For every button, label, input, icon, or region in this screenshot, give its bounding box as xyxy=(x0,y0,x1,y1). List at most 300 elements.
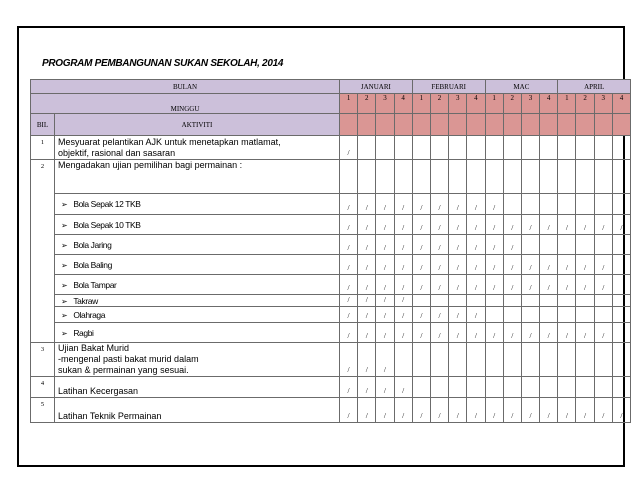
week-header: 3 xyxy=(376,94,394,114)
week-mark-cell: / xyxy=(430,275,448,295)
week-mark-cell xyxy=(576,160,594,194)
week-mark-cell xyxy=(449,160,467,194)
week-mark-cell xyxy=(412,295,430,307)
week-header: 2 xyxy=(358,94,376,114)
week-mark-cell xyxy=(412,160,430,194)
week-mark-cell xyxy=(503,377,521,398)
week-mark-cell xyxy=(503,160,521,194)
week-header: 1 xyxy=(485,94,503,114)
week-mark-cell: / xyxy=(340,343,358,377)
week-mark-cell xyxy=(394,160,412,194)
week-mark-cell xyxy=(467,136,485,160)
week-mark-cell: / xyxy=(412,275,430,295)
activity-sub-label: Bola Sepak 10 TKB xyxy=(73,219,141,230)
activity-cell xyxy=(55,398,340,423)
week-mark-cell xyxy=(540,235,558,255)
week-mark-cell: / xyxy=(412,255,430,275)
minggu-header: MINGGU xyxy=(31,94,340,114)
week-mark-cell xyxy=(521,160,539,194)
bil-cell xyxy=(31,307,55,323)
week-mark-cell: / xyxy=(485,323,503,343)
week-mark-cell: / xyxy=(467,194,485,215)
week-mark-cell: / xyxy=(340,194,358,215)
bil-cell: 5 xyxy=(31,398,55,423)
week-mark-cell: / xyxy=(376,295,394,307)
week-mark-cell: / xyxy=(394,275,412,295)
week-mark-cell: / xyxy=(340,307,358,323)
activity-sub-label: Bola Jaring xyxy=(73,239,112,250)
month-header-february: FEBRUARI xyxy=(412,80,485,94)
week-mark-cell xyxy=(612,295,630,307)
week-header: 1 xyxy=(340,94,358,114)
bil-cell: 3 xyxy=(31,343,55,377)
week-mark-cell: / xyxy=(576,398,594,423)
week-mark-cell: / xyxy=(576,275,594,295)
activity-cell xyxy=(55,377,340,398)
week-mark-cell: / xyxy=(485,194,503,215)
week-mark-cell xyxy=(503,307,521,323)
week-mark-cell xyxy=(540,194,558,215)
week-mark-cell xyxy=(612,307,630,323)
bil-cell: 1 xyxy=(31,136,55,160)
bil-cell xyxy=(31,215,55,235)
week-mark-cell: / xyxy=(376,323,394,343)
week-mark-cell: / xyxy=(394,295,412,307)
week-mark-cell xyxy=(485,160,503,194)
bil-cell xyxy=(31,275,55,295)
week-mark-cell xyxy=(485,136,503,160)
table-row xyxy=(31,343,631,377)
week-mark-cell xyxy=(576,377,594,398)
week-mark-cell xyxy=(430,136,448,160)
week-mark-cell xyxy=(467,343,485,377)
week-mark-cell xyxy=(358,160,376,194)
week-mark-cell: / xyxy=(503,235,521,255)
table-row xyxy=(31,323,631,343)
week-mark-cell: / xyxy=(358,343,376,377)
week-mark-cell xyxy=(576,343,594,377)
month-header-january: JANUARI xyxy=(340,80,413,94)
header-row-aktiviti xyxy=(31,114,631,136)
week-mark-cell xyxy=(358,136,376,160)
week-mark-cell: / xyxy=(467,323,485,343)
week-mark-cell: / xyxy=(467,215,485,235)
bullet-arrow-icon: ➢ xyxy=(61,240,68,250)
week-mark-cell: / xyxy=(376,343,394,377)
week-mark-cell xyxy=(485,377,503,398)
week-mark-cell xyxy=(612,160,630,194)
week-mark-cell xyxy=(412,136,430,160)
week-mark-cell: / xyxy=(376,398,394,423)
table-row xyxy=(31,136,631,160)
table-row xyxy=(31,307,631,323)
week-mark-cell: / xyxy=(485,235,503,255)
activity-sub-label: Bola Tampar xyxy=(73,279,117,290)
week-mark-cell xyxy=(558,307,576,323)
week-mark-cell xyxy=(540,136,558,160)
week-mark-cell xyxy=(540,295,558,307)
week-mark-cell xyxy=(430,160,448,194)
week-mark-cell xyxy=(412,343,430,377)
week-mark-cell xyxy=(594,235,612,255)
week-mark-cell: / xyxy=(576,255,594,275)
week-mark-cell xyxy=(394,343,412,377)
week-mark-cell xyxy=(430,343,448,377)
week-mark-cell: / xyxy=(594,275,612,295)
week-mark-cell: / xyxy=(340,255,358,275)
week-mark-cell: / xyxy=(340,323,358,343)
week-mark-cell: / xyxy=(449,235,467,255)
week-mark-cell: / xyxy=(576,323,594,343)
table-row xyxy=(31,398,631,423)
week-mark-cell: / xyxy=(340,377,358,398)
week-mark-cell: / xyxy=(358,307,376,323)
activity-cell xyxy=(55,295,340,307)
week-mark-cell xyxy=(540,307,558,323)
week-mark-cell xyxy=(521,377,539,398)
week-mark-cell: / xyxy=(394,235,412,255)
week-mark-cell xyxy=(540,343,558,377)
bil-header: BIL xyxy=(31,114,55,136)
month-header-march: MAC xyxy=(485,80,558,94)
week-mark-cell xyxy=(612,343,630,377)
week-mark-cell: / xyxy=(594,398,612,423)
activity-cell xyxy=(55,215,340,235)
week-mark-cell: / xyxy=(485,275,503,295)
week-mark-cell: / xyxy=(521,275,539,295)
week-mark-cell: / xyxy=(358,323,376,343)
week-mark-cell xyxy=(594,194,612,215)
week-mark-cell: / xyxy=(503,323,521,343)
week-mark-cell: / xyxy=(412,307,430,323)
week-header: 1 xyxy=(412,94,430,114)
week-mark-cell xyxy=(612,255,630,275)
bil-cell: 2 xyxy=(31,160,55,194)
activity-sub-label: Ragbi xyxy=(73,327,94,338)
week-header: 3 xyxy=(449,94,467,114)
week-mark-cell: / xyxy=(449,215,467,235)
week-mark-cell xyxy=(467,295,485,307)
week-mark-cell xyxy=(521,194,539,215)
week-mark-cell: / xyxy=(540,215,558,235)
activity-sub-label: Bola Baling xyxy=(73,259,112,270)
week-mark-cell xyxy=(558,194,576,215)
week-mark-cell: / xyxy=(430,235,448,255)
week-mark-cell: / xyxy=(340,295,358,307)
week-mark-cell: / xyxy=(358,377,376,398)
week-mark-cell xyxy=(612,194,630,215)
week-mark-cell: / xyxy=(467,275,485,295)
week-mark-cell: / xyxy=(521,215,539,235)
week-mark-cell xyxy=(503,194,521,215)
bil-cell: 4 xyxy=(31,377,55,398)
week-mark-cell: / xyxy=(412,215,430,235)
activity-line: objektif, rasional dan sasaran xyxy=(58,147,176,158)
table-row xyxy=(31,255,631,275)
week-mark-cell: / xyxy=(412,194,430,215)
week-mark-cell xyxy=(394,136,412,160)
week-mark-cell: / xyxy=(558,275,576,295)
bullet-arrow-icon: ➢ xyxy=(61,200,68,209)
week-mark-cell: / xyxy=(503,275,521,295)
table-row xyxy=(31,377,631,398)
week-mark-cell: / xyxy=(485,398,503,423)
week-mark-cell xyxy=(521,295,539,307)
week-mark-cell xyxy=(594,343,612,377)
table-row xyxy=(31,194,631,215)
activity-line: Ujian Bakat Murid xyxy=(58,343,130,353)
week-mark-cell xyxy=(449,377,467,398)
week-mark-cell xyxy=(576,307,594,323)
week-mark-cell: / xyxy=(449,255,467,275)
week-mark-cell: / xyxy=(376,215,394,235)
week-mark-cell xyxy=(485,343,503,377)
activity-line: Mengadakan ujian pemilihan bagi permainan : xyxy=(58,160,243,170)
week-mark-cell: / xyxy=(449,307,467,323)
table-row xyxy=(31,275,631,295)
week-header: 2 xyxy=(430,94,448,114)
week-mark-cell xyxy=(412,377,430,398)
bil-cell xyxy=(31,323,55,343)
week-mark-cell: / xyxy=(594,323,612,343)
week-mark-cell xyxy=(376,136,394,160)
week-mark-cell: / xyxy=(540,323,558,343)
schedule-table xyxy=(30,79,631,423)
week-mark-cell xyxy=(376,160,394,194)
week-mark-cell: / xyxy=(430,323,448,343)
week-mark-cell: / xyxy=(540,398,558,423)
week-mark-cell: / xyxy=(558,255,576,275)
activity-cell xyxy=(55,275,340,295)
week-mark-cell: / xyxy=(340,275,358,295)
activity-line: -mengenal pasti bakat murid dalam xyxy=(58,354,199,364)
week-header: 3 xyxy=(594,94,612,114)
week-mark-cell: / xyxy=(340,136,358,160)
week-mark-cell xyxy=(576,295,594,307)
week-mark-cell: / xyxy=(340,215,358,235)
week-mark-cell xyxy=(612,377,630,398)
bullet-arrow-icon: ➢ xyxy=(61,280,68,290)
week-mark-cell xyxy=(558,235,576,255)
bil-cell xyxy=(31,194,55,215)
week-mark-cell: / xyxy=(430,307,448,323)
week-mark-cell: / xyxy=(412,235,430,255)
week-mark-cell: / xyxy=(430,215,448,235)
week-mark-cell xyxy=(594,295,612,307)
week-mark-cell: / xyxy=(340,235,358,255)
activity-cell xyxy=(55,343,340,377)
week-header: 3 xyxy=(521,94,539,114)
table-row xyxy=(31,215,631,235)
week-mark-cell: / xyxy=(394,377,412,398)
activity-cell xyxy=(55,194,340,215)
week-mark-cell xyxy=(521,136,539,160)
week-mark-cell xyxy=(467,160,485,194)
week-mark-cell: / xyxy=(358,194,376,215)
week-mark-cell: / xyxy=(358,215,376,235)
week-mark-cell: / xyxy=(576,215,594,235)
bullet-arrow-icon: ➢ xyxy=(61,220,68,230)
header-row-months xyxy=(31,80,631,94)
bullet-arrow-icon: ➢ xyxy=(61,296,68,306)
week-mark-cell: / xyxy=(394,194,412,215)
week-mark-cell xyxy=(467,377,485,398)
week-mark-cell: / xyxy=(376,235,394,255)
week-mark-cell xyxy=(449,136,467,160)
week-mark-cell: / xyxy=(449,398,467,423)
week-mark-cell xyxy=(540,377,558,398)
week-mark-cell xyxy=(521,307,539,323)
activity-line: Latihan Teknik Permainan xyxy=(58,411,162,421)
week-mark-cell xyxy=(485,307,503,323)
week-mark-cell xyxy=(558,295,576,307)
bil-cell xyxy=(31,255,55,275)
activity-cell xyxy=(55,235,340,255)
week-header: 4 xyxy=(394,94,412,114)
week-mark-cell xyxy=(612,136,630,160)
activity-cell xyxy=(55,136,340,160)
bullet-arrow-icon: ➢ xyxy=(61,260,68,270)
week-header: 4 xyxy=(540,94,558,114)
week-mark-cell: / xyxy=(467,307,485,323)
week-mark-cell xyxy=(558,160,576,194)
week-mark-cell: / xyxy=(485,255,503,275)
week-mark-cell xyxy=(485,295,503,307)
bulan-header: BULAN xyxy=(31,80,340,94)
week-mark-cell xyxy=(594,136,612,160)
week-mark-cell: / xyxy=(594,255,612,275)
week-mark-cell: / xyxy=(449,194,467,215)
week-mark-cell: / xyxy=(449,323,467,343)
week-mark-cell xyxy=(540,160,558,194)
week-mark-cell xyxy=(612,323,630,343)
activity-cell xyxy=(55,255,340,275)
week-mark-cell xyxy=(558,136,576,160)
week-mark-cell xyxy=(430,377,448,398)
week-mark-cell xyxy=(558,343,576,377)
week-mark-cell: / xyxy=(594,215,612,235)
week-mark-cell: / xyxy=(467,235,485,255)
week-mark-cell xyxy=(521,235,539,255)
week-mark-cell: / xyxy=(358,398,376,423)
week-mark-cell: / xyxy=(412,398,430,423)
week-mark-cell: / xyxy=(503,255,521,275)
week-mark-cell: / xyxy=(449,275,467,295)
activity-line: Latihan Kecergasan xyxy=(58,386,139,396)
week-mark-cell: / xyxy=(394,398,412,423)
week-mark-cell: / xyxy=(340,398,358,423)
week-mark-cell xyxy=(430,295,448,307)
week-mark-cell xyxy=(576,194,594,215)
week-header: 4 xyxy=(612,94,630,114)
week-mark-cell: / xyxy=(430,398,448,423)
week-mark-cell: / xyxy=(558,215,576,235)
week-mark-cell xyxy=(576,235,594,255)
week-mark-cell: / xyxy=(376,194,394,215)
week-mark-cell: / xyxy=(394,323,412,343)
week-mark-cell xyxy=(340,160,358,194)
week-mark-cell xyxy=(503,343,521,377)
week-mark-cell: / xyxy=(376,275,394,295)
week-mark-cell: / xyxy=(503,215,521,235)
document-title: PROGRAM PEMBANGUNAN SUKAN SEKOLAH, 2014 xyxy=(42,58,284,69)
week-mark-cell xyxy=(521,343,539,377)
week-header: 2 xyxy=(503,94,521,114)
week-mark-cell: / xyxy=(540,255,558,275)
aktiviti-header: AKTIVITI xyxy=(55,114,340,136)
activity-cell xyxy=(55,160,340,194)
week-mark-cell: / xyxy=(540,275,558,295)
week-mark-cell: / xyxy=(376,377,394,398)
week-header: 1 xyxy=(558,94,576,114)
week-mark-cell xyxy=(594,160,612,194)
week-mark-cell: / xyxy=(612,398,630,423)
bil-cell xyxy=(31,295,55,307)
week-mark-cell: / xyxy=(358,235,376,255)
week-mark-cell xyxy=(449,343,467,377)
week-mark-cell: / xyxy=(521,323,539,343)
week-mark-cell: / xyxy=(612,215,630,235)
month-header-april: APRIL xyxy=(558,80,631,94)
header-row-weeks xyxy=(31,94,631,114)
activity-sub-label: Takraw xyxy=(73,295,98,306)
week-mark-cell: / xyxy=(467,255,485,275)
week-mark-cell xyxy=(576,136,594,160)
activity-line: sukan & permainan yang sesuai. xyxy=(58,365,189,375)
activity-sub-label: Olahraga xyxy=(73,309,106,320)
week-mark-cell: / xyxy=(394,307,412,323)
week-mark-cell xyxy=(594,307,612,323)
bullet-arrow-icon: ➢ xyxy=(61,310,68,320)
week-mark-cell: / xyxy=(394,255,412,275)
activity-sub-label: Bola Sepak 12 TKB xyxy=(73,199,141,209)
activity-cell xyxy=(55,323,340,343)
week-mark-cell xyxy=(594,377,612,398)
week-mark-cell: / xyxy=(430,255,448,275)
table-row xyxy=(31,160,631,194)
week-mark-cell: / xyxy=(503,398,521,423)
week-header: 4 xyxy=(467,94,485,114)
week-mark-cell: / xyxy=(358,275,376,295)
week-mark-cell: / xyxy=(412,323,430,343)
week-mark-cell: / xyxy=(558,323,576,343)
table-row xyxy=(31,235,631,255)
week-mark-cell xyxy=(612,235,630,255)
week-mark-cell: / xyxy=(521,398,539,423)
bil-cell xyxy=(31,235,55,255)
week-mark-cell xyxy=(449,295,467,307)
week-header: 2 xyxy=(576,94,594,114)
week-mark-cell xyxy=(503,136,521,160)
week-mark-cell: / xyxy=(376,307,394,323)
week-mark-cell: / xyxy=(430,194,448,215)
week-mark-cell xyxy=(612,275,630,295)
week-mark-cell: / xyxy=(394,215,412,235)
activity-cell xyxy=(55,307,340,323)
week-mark-cell: / xyxy=(358,255,376,275)
week-mark-cell: / xyxy=(467,398,485,423)
week-mark-cell: / xyxy=(485,215,503,235)
bullet-arrow-icon: ➢ xyxy=(61,328,68,338)
activity-line: Mesyuarat pelantikan AJK untuk menetapkan matlamat, xyxy=(58,136,281,147)
week-mark-cell xyxy=(503,295,521,307)
week-mark-cell: / xyxy=(521,255,539,275)
week-mark-cell xyxy=(558,377,576,398)
week-mark-cell: / xyxy=(376,255,394,275)
week-mark-cell: / xyxy=(558,398,576,423)
table-row xyxy=(31,295,631,307)
week-mark-cell: / xyxy=(358,295,376,307)
